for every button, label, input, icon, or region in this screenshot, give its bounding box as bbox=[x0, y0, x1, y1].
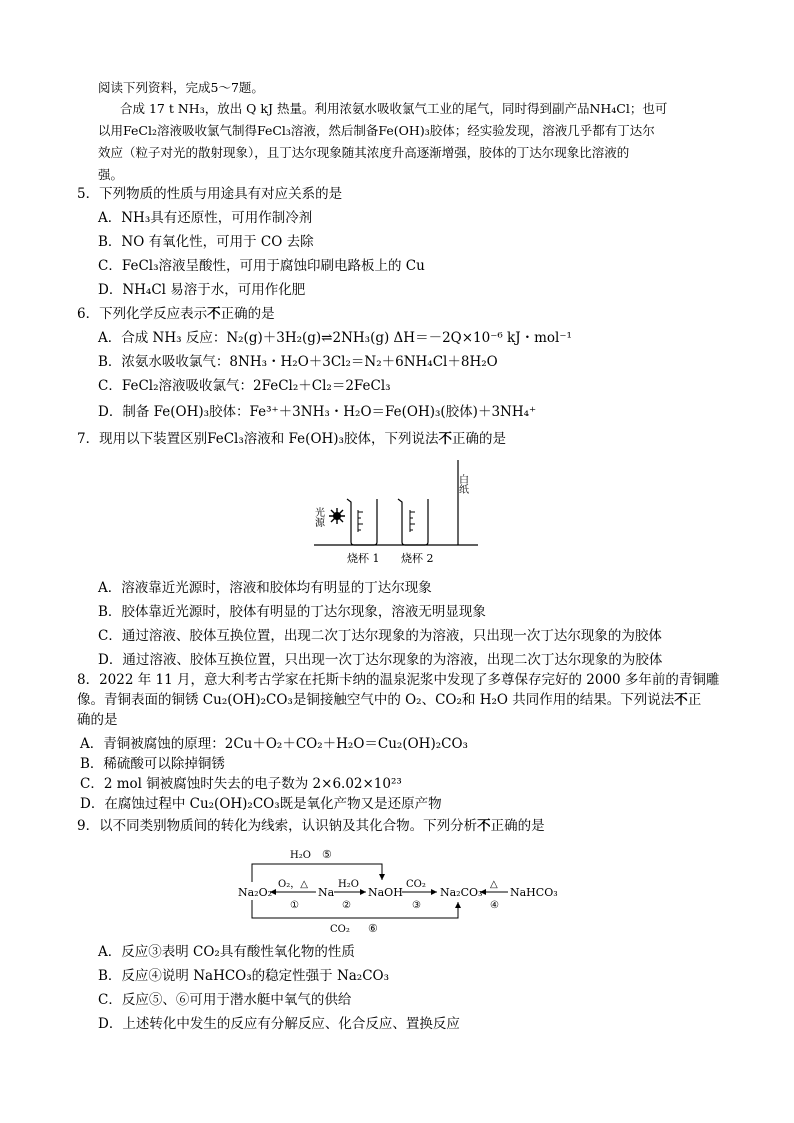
beaker-1-icon bbox=[347, 499, 377, 545]
q7-option-b: B．胶体靠近光源时，胶体有明显的丁达尔现象，溶液无明显现象 bbox=[98, 604, 486, 620]
reaction-1-number: ① bbox=[290, 900, 299, 911]
light-source-icon bbox=[329, 508, 345, 524]
q6-option-b: B．浓氨水吸收氯气：8NH₃・H₂O＋3Cl₂＝N₂＋6NH₄Cl＋8H₂O bbox=[98, 354, 498, 370]
q9-option-d: D．上述转化中发生的反应有分解反应、化合反应、置换反应 bbox=[98, 1016, 460, 1032]
q8-option-d: D．在腐蚀过程中 Cu₂(OH)₂CO₃既是氧化产物又是还原产物 bbox=[80, 796, 442, 812]
q7-option-c: C．通过溶液、胶体互换位置，出现二次丁达尔现象的为溶液，只出现一次丁达尔现象的为胶体 bbox=[98, 628, 662, 644]
reaction-6-condition: CO₂ bbox=[330, 924, 350, 935]
q8-option-b: B．稀硫酸可以除掉铜锈 bbox=[80, 756, 225, 772]
reaction-1-condition: O₂，△ bbox=[278, 879, 308, 890]
passage-intro: 阅读下列资料，完成5～7题。 bbox=[98, 80, 264, 95]
reaction-2-condition: H₂O bbox=[338, 879, 359, 890]
question-9-stem: 9．以不同类别物质间的转化为线索，认识钠及其化合物。下列分析不正确的是 bbox=[77, 818, 545, 834]
reaction-4-condition: △ bbox=[490, 879, 498, 890]
beaker-2-label: 烧杯 2 bbox=[401, 552, 434, 565]
passage-line: 以用FeCl₂溶液吸收氯气制得FeCl₃溶液，然后制备Fe(OH)₃胶体；经实验发现，溶液几乎都有丁达尔 bbox=[98, 123, 655, 138]
reaction-6-number: ⑥ bbox=[368, 922, 378, 935]
q5-option-d: D．NH₄Cl 易溶于水，可用作化肥 bbox=[98, 282, 306, 298]
q6-option-a: A．合成 NH₃ 反应：N₂(g)＋3H₂(g)⇌2NH₃(g) ΔH＝－2Q×10⁻⁶ kJ・mol⁻¹ bbox=[98, 330, 572, 346]
passage-line: 效应（粒子对光的散射现象），且丁达尔现象随其浓度升高逐渐增强，胶体的丁达尔现象比溶液的 bbox=[98, 145, 630, 160]
beaker-2-icon bbox=[398, 499, 428, 545]
reaction-4-number: ④ bbox=[490, 900, 499, 911]
q8-option-a: A．青铜被腐蚀的原理：2Cu＋O₂＋CO₂＋H₂O＝Cu₂(OH)₂CO₃ bbox=[80, 736, 468, 752]
reaction-3-condition: CO₂ bbox=[406, 879, 426, 890]
question-8-stem-line2: 像。青铜表面的铜锈 Cu₂(OH)₂CO₃是铜接触空气中的 O₂、CO₂和 H₂O 共同作用的结果。下列说法不正 bbox=[77, 692, 702, 708]
q7-option-d: D．通过溶液、胶体互换位置，只出现一次丁达尔现象的为溶液，出现二次丁达尔现象的为胶体 bbox=[98, 652, 663, 668]
screen-label: 白纸 bbox=[456, 474, 468, 494]
passage-line: 合成 17 t NH₃，放出 Q kJ 热量。利用浓氨水吸收氯气工业的尾气，同时得到副产品NH₄Cl；也可 bbox=[120, 101, 668, 116]
reaction-3-number: ③ bbox=[412, 900, 421, 911]
question-7-stem: 7．现用以下装置区别FeCl₃溶液和 Fe(OH)₃胶体，下列说法不正确的是 bbox=[77, 431, 506, 447]
q6-option-c: C．FeCl₂溶液吸收氯气：2FeCl₂＋Cl₂＝2FeCl₃ bbox=[98, 378, 391, 394]
q8-option-c: C．2 mol 铜被腐蚀时失去的电子数为 2×6.02×10²³ bbox=[80, 776, 402, 792]
q9-option-a: A．反应③表明 CO₂具有酸性氧化物的性质 bbox=[98, 944, 355, 960]
question-8-stem-line1: 8．2022 年 11 月，意大利考古学家在托斯卡纳的温泉泥浆中发现了多尊保存完好的 2000 多年前的青铜雕 bbox=[77, 672, 720, 688]
naoh-label: NaOH bbox=[368, 886, 403, 899]
q9-option-b: B．反应④说明 NaHCO₃的稳定性强于 Na₂CO₃ bbox=[98, 968, 390, 984]
reaction-2-number: ② bbox=[342, 900, 351, 911]
q7-option-a: A．溶液靠近光源时，溶液和胶体均有明显的丁达尔现象 bbox=[98, 580, 432, 596]
tyndall-apparatus-figure bbox=[300, 452, 490, 570]
question-6-stem: 6．下列化学反应表示不正确的是 bbox=[77, 306, 275, 322]
question-5-stem: 5．下列物质的性质与用途具有对应关系的是 bbox=[77, 186, 343, 202]
q9-option-c: C．反应⑤、⑥可用于潜水艇中氧气的供给 bbox=[98, 992, 352, 1008]
beaker-1-label: 烧杯 1 bbox=[347, 552, 380, 565]
passage-line: 强。 bbox=[98, 167, 124, 182]
reaction-5-number: ⑤ bbox=[322, 848, 332, 861]
na2co3-label: Na₂CO₃ bbox=[440, 886, 483, 899]
q5-option-c: C．FeCl₃溶液呈酸性，可用于腐蚀印刷电路板上的 Cu bbox=[98, 258, 425, 274]
q5-option-a: A．NH₃具有还原性，可用作制冷剂 bbox=[98, 210, 313, 226]
question-8-stem-line3: 确的是 bbox=[77, 712, 118, 728]
q6-option-d: D．制备 Fe(OH)₃胶体：Fe³⁺＋3NH₃・H₂O＝Fe(OH)₃(胶体)＋3NH₄⁺ bbox=[98, 404, 537, 420]
q5-option-b: B．NO 有氧化性，可用于 CO 去除 bbox=[98, 234, 314, 250]
light-source-label: 光源 bbox=[312, 507, 324, 527]
sodium-conversion-diagram bbox=[230, 842, 570, 937]
nahco3-label: NaHCO₃ bbox=[510, 886, 558, 899]
na-label: Na bbox=[318, 886, 335, 899]
na2o2-label: Na₂O₂ bbox=[238, 886, 273, 899]
reaction-5-condition: H₂O bbox=[290, 850, 311, 861]
